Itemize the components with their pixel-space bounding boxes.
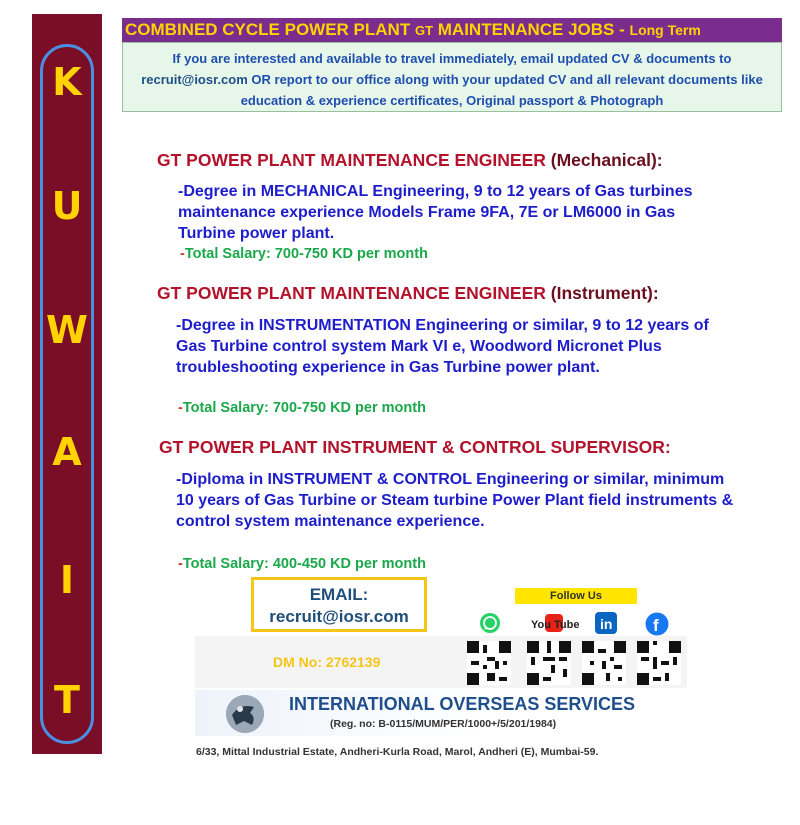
application-info-box bbox=[122, 42, 782, 112]
banner-letter-k: K bbox=[52, 60, 82, 104]
job-3-salary-text: Total Salary: 400-450 KD per month bbox=[182, 556, 426, 572]
facebook-icon[interactable] bbox=[645, 612, 669, 634]
info-line-2 bbox=[123, 69, 781, 90]
kuwait-side-banner bbox=[32, 14, 102, 754]
whatsapp-icon[interactable] bbox=[479, 612, 501, 634]
job-1-salary-text: Total Salary: 700-750 KD per month bbox=[184, 246, 428, 262]
job-1-salary bbox=[180, 246, 428, 262]
banner-letter-i: I bbox=[59, 558, 75, 602]
follow-us-label: Follow Us bbox=[515, 588, 637, 604]
job-title-instrument-engineer bbox=[157, 283, 659, 304]
job-1-description: -Degree in MECHANICAL Engineering, 9 to 12 years of Gas turbines maintenance experience Models Frame 9FA, 7E or LM6000 in Gas Turbine power plant. bbox=[178, 183, 693, 242]
registration-number: (Reg. no: B-0115/MUM/PER/1000+/5/201/1984) bbox=[330, 718, 557, 730]
qr-code-icon bbox=[467, 640, 511, 686]
dm-number: DM No: 2762139 bbox=[273, 654, 381, 670]
company-logo-icon bbox=[226, 695, 264, 733]
job-3-description: -Diploma in INSTRUMENT & CONTROL Engineering or similar, minimum 10 years of Gas Turbine or Steam turbine Power Plant field instruments & control system maintenance experience. bbox=[176, 471, 734, 530]
youtube-icon[interactable] bbox=[530, 612, 580, 634]
company-name: INTERNATIONAL OVERSEAS SERVICES bbox=[289, 694, 636, 714]
qr-code-icon bbox=[637, 640, 681, 686]
job-3-title-text: GT POWER PLANT INSTRUMENT & CONTROL SUPERVISOR: bbox=[159, 437, 671, 457]
facebook-icon-text: f bbox=[653, 616, 659, 635]
info-email-link[interactable]: recruit@iosr.com bbox=[141, 72, 248, 87]
info-line-3: education & experience certificates, Original passport & Photograph bbox=[240, 93, 664, 108]
job-2-salary-dash: - bbox=[178, 400, 183, 416]
job-1-qualifier: (Mechanical): bbox=[550, 150, 663, 170]
email-address-link[interactable]: recruit@iosr.com bbox=[269, 607, 409, 626]
job-title-ic-supervisor bbox=[159, 437, 671, 458]
office-address: 6/33, Mittal Industrial Estate, Andheri-Kurla Road, Marol, Andheri (E), Mumbai-59. bbox=[196, 746, 599, 758]
job-2-salary-text: Total Salary: 700-750 KD per month bbox=[182, 400, 426, 416]
banner-letter-u: U bbox=[51, 184, 83, 228]
info-line-2-rest: OR report to our office along with your updated CV and all relevant documents like bbox=[247, 72, 763, 87]
banner-letter-a: A bbox=[52, 430, 82, 474]
job-3-salary bbox=[178, 556, 426, 572]
job-2-title-text: GT POWER PLANT MAINTENANCE ENGINEER bbox=[157, 283, 546, 303]
qr-code-icon bbox=[582, 640, 626, 686]
info-line-1: If you are interested and available to travel immediately, email updated CV & documents to bbox=[172, 51, 732, 66]
title-gt: GT bbox=[414, 23, 434, 38]
qr-code-icon bbox=[527, 640, 571, 686]
title-main: COMBINED CYCLE POWER PLANT bbox=[125, 20, 411, 39]
email-label: EMAIL: bbox=[309, 585, 369, 604]
title-jobs: MAINTENANCE JOBS - bbox=[437, 20, 625, 39]
banner-oval-border bbox=[40, 44, 94, 744]
job-1-title-text: GT POWER PLANT MAINTENANCE ENGINEER bbox=[157, 150, 546, 170]
page-title-bar bbox=[122, 18, 782, 42]
job-1-salary-dash: - bbox=[180, 246, 185, 262]
banner-letter-t: T bbox=[54, 678, 80, 722]
linkedin-icon-text: in bbox=[600, 616, 613, 632]
youtube-you-text: You Tube bbox=[531, 619, 580, 631]
job-2-description: -Degree in INSTRUMENTATION Engineering or similar, 9 to 12 years of Gas Turbine control system Mark VI e, Woodword Micronet Plus troubleshooting experience in Gas Turbine power plant. bbox=[176, 317, 709, 376]
title-term: Long Term bbox=[629, 22, 701, 38]
job-2-salary bbox=[178, 400, 426, 416]
job-2-qualifier: (Instrument): bbox=[550, 283, 659, 303]
job-3-salary-dash: - bbox=[178, 556, 183, 572]
banner-letter-w: W bbox=[46, 308, 88, 352]
linkedin-icon[interactable] bbox=[595, 612, 617, 634]
email-contact-box bbox=[251, 577, 427, 632]
job-title-mechanical-engineer bbox=[157, 150, 663, 171]
